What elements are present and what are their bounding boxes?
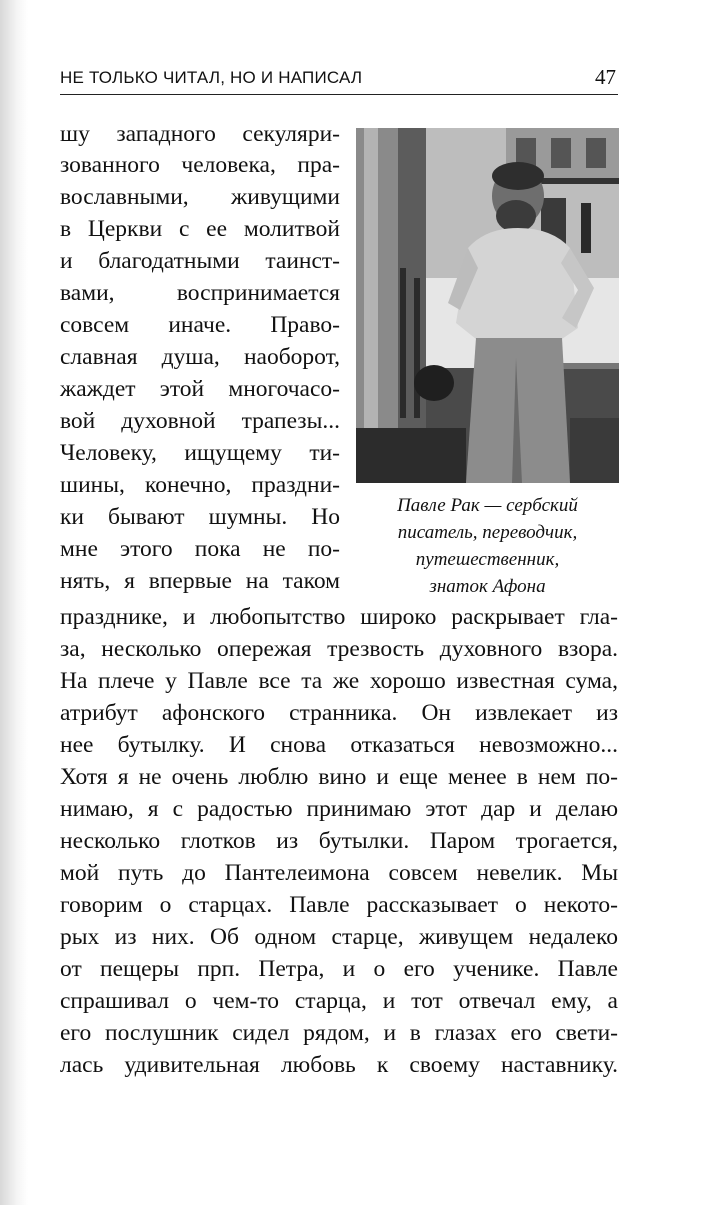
body-line: На плече у Павле все та же хорошо известная сума,	[60, 668, 618, 694]
body-line: мне этого пока не по-	[60, 536, 340, 562]
running-head	[60, 62, 618, 95]
body-line: шу западного секуляри-	[60, 121, 340, 147]
photo-portrait-icon	[356, 128, 619, 483]
photo-caption-line: Павле Рак — сербский	[397, 495, 578, 516]
page-number: 47	[595, 65, 616, 89]
body-line: вой духовной трапезы...	[60, 408, 340, 434]
body-line: жаждет этой многочасо-	[60, 376, 340, 402]
photo-caption-line: путешественник,	[415, 549, 560, 570]
body-line: ки бывают шумны. Но	[60, 504, 340, 530]
body-line: за, несколько опережая трезвость духовного взора.	[60, 636, 618, 662]
body-line: лась удивительная любовь к своему наставнику.	[60, 1052, 618, 1078]
body-line: от пещеры прп. Петра, и о его ученике. Павле	[60, 956, 618, 982]
body-line: славная душа, наоборот,	[60, 344, 340, 370]
photo-caption-line: писатель, переводчик,	[397, 522, 578, 543]
body-line: несколько глотков из бутылки. Паром трогается,	[60, 828, 618, 854]
body-line: Человеку, ищущему ти-	[60, 440, 340, 466]
body-line: празднике, и любопытство широко раскрывает гла-	[60, 604, 618, 630]
body-line: говорим о старцах. Павле рассказывает о некото-	[60, 892, 618, 918]
body-line: зованного человека, пра-	[60, 152, 340, 178]
body-line: его послушник сидел рядом, и в глазах его свети-	[60, 1020, 618, 1046]
body-line: шины, конечно, праздни-	[60, 472, 340, 498]
body-line: вами, воспринимается	[60, 280, 340, 306]
body-line: нее бутылку. И снова отказаться невозможно...	[60, 732, 618, 758]
photo-caption-line: знаток Афона	[429, 576, 546, 597]
running-title: НЕ ТОЛЬКО ЧИТАЛ, НО И НАПИСАЛ	[60, 68, 363, 87]
body-line: нять, я впервые на таком	[60, 568, 340, 594]
body-line: в Церкви с ее молитвой	[60, 216, 340, 242]
body-line: спрашивал о чем-то старца, и тот отвечал ему, а	[60, 988, 618, 1014]
body-line: и благодатными таинст-	[60, 248, 340, 274]
body-line: нимаю, я с радостью принимаю этот дар и делаю	[60, 796, 618, 822]
body-line: рых из них. Об одном старце, живущем недалеко	[60, 924, 618, 950]
photo-portrait	[356, 128, 619, 483]
body-line: мой путь до Пантелеимона совсем невелик. Мы	[60, 860, 618, 886]
body-line: Хотя я не очень люблю вино и еще менее в нем по-	[60, 764, 618, 790]
page-binding-shadow	[0, 0, 28, 1205]
body-line: совсем иначе. Право-	[60, 312, 340, 338]
body-line: вославными, живущими	[60, 184, 340, 210]
body-line: атрибут афонского странника. Он извлекает из	[60, 700, 618, 726]
